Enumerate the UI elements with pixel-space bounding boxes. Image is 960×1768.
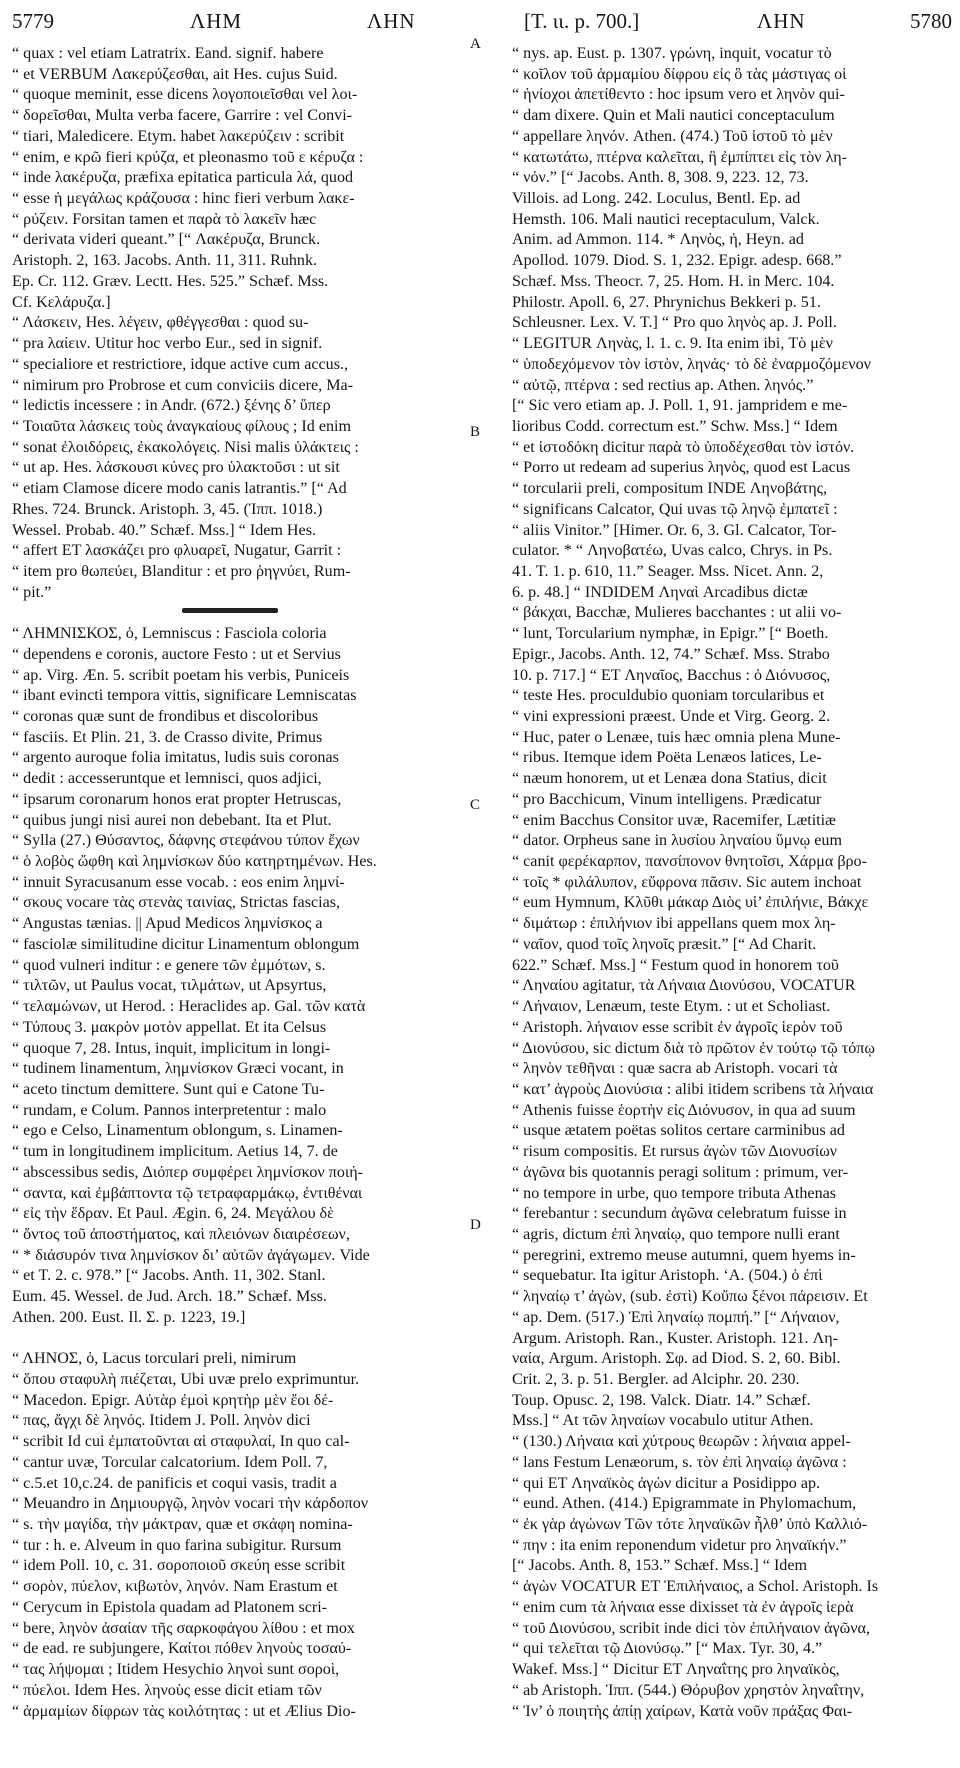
text-line: “ et T. 2. c. 978.” [“ Jacobs. Anth. 11, 302. Stanl. — [12, 1267, 326, 1285]
text-line: “ σορὸν, πύελον, κιβωτὸν, ληνόν. Nam Erastum et — [12, 1578, 338, 1596]
section-divider — [12, 603, 448, 624]
text-line: “ quoque 7, 28. Intus, inquit, implicitum in longi- — [12, 1039, 331, 1057]
text-line: Mss.] “ At τῶν ληναίων vocabulo utitur Athen. — [512, 1412, 814, 1430]
text-line: “ rundam, e Colum. Pannos interpretentur : malo — [12, 1101, 327, 1119]
text-line: “ dependens e coronis, auctore Festo : ut et Servius — [12, 645, 341, 663]
text-line: “ tudinem linamentum, λημνίσκον Græci vocant, in — [12, 1060, 344, 1078]
text-line: “ lans Festum Lenæorum, s. τὸν ἐπὶ ληναίῳ ἀγῶνα : — [512, 1453, 847, 1471]
text-line: Eum. 45. Wessel. de Jud. Arch. 18.” Schæf. Mss. — [12, 1288, 327, 1306]
text-line: “ σαντα, καὶ ἐμβάπτοντα τῷ τετραφαρμάκῳ, ἐντιθέναι — [12, 1184, 363, 1202]
text-line: “ τελαμώνων, ut Herod. : Heraclides ap. Gal. τῶν κατὰ — [12, 998, 366, 1016]
text-line: “ nys. ap. Eust. p. 1307. γρώνη, inquit, vocatur τὸ — [512, 45, 832, 62]
text-line: “ usque ætatem poëtas solitos certare carminibus ad — [512, 1122, 845, 1140]
text-line: “ ab Aristoph. Ἱππ. (544.) Θόρυβον χρηστὸν ληναΐτην, — [512, 1681, 865, 1699]
text-line: Athen. 200. Eust. Il. Σ. p. 1223, 19.] — [12, 1308, 246, 1326]
text-line: “ Meuandro in Δημιουργῷ, ληνὸν vocari τὴν κάρδοπον — [12, 1495, 369, 1513]
headword-middle: ΛΗΝ — [367, 9, 416, 33]
text-line: “ Cerycum in Epistola quadam ad Platonem scri- — [12, 1598, 328, 1616]
text-line: “ no tempore in urbe, quo tempore tributa Athenas — [512, 1184, 837, 1202]
text-line: “ dam dixere. Quin et Mali nautici conceptaculum — [512, 107, 835, 125]
text-line: “ vini expressioni præest. Unde et Virg. Georg. 2. — [512, 708, 831, 725]
text-line: “ τοῦ Διονύσου, scribit inde dici τὸν ἐπιλήναιον ἀγῶνα, — [512, 1619, 870, 1637]
text-line: [“ Jacobs. Anth. 8, 153.” Schæf. Mss.] “ Idem — [512, 1557, 808, 1575]
text-line: “ cantur uvæ, Torcular calcatorium. Idem Poll. 7, — [12, 1453, 328, 1471]
text-line: “ Ἰν’ ὁ ποιητὴς ἀπίῃ χαίρων, Κατὰ νοῦν πράξας Φαι- — [512, 1702, 853, 1720]
text-line: “ Τύπους 3. μακρὸν μοτὸν appellat. Et ita Celsus — [12, 1018, 327, 1036]
text-line: “ Λάσκειν, Hes. λέγειν, φθέγγεσθαι : quod su- — [12, 314, 309, 332]
text-line: Schleusner. Lex. V. T.] “ Pro quo ληνὸς ap. J. Poll. — [512, 314, 837, 332]
text-line: “ ΛΗΝΟΣ, ὁ, Lacus torculari preli, nimirum — [12, 1350, 297, 1368]
page-number-left: 5779 — [12, 9, 54, 33]
text-line: “ βάκχαι, Bacchæ, Mulieres bacchantes : ut alii vo- — [512, 604, 842, 622]
text-line: “ (130.) Λήναια καὶ χύτρους θεωρῶν : λήναια appel- — [512, 1433, 851, 1451]
text-line: Toup. Opusc. 2, 198. Valck. Diatr. 14.” Schæf. — [512, 1391, 811, 1409]
text-line: “ et VERBUM Λακερύζεσθαι, ait Hes. cujus Suid. — [12, 65, 338, 83]
text-line: “ pro Bacchicum, Vinum intelligens. Prædicatur — [512, 790, 822, 808]
text-line: “ qui τελεῖται τῷ Διονύσῳ.” [“ Max. Tyr. 30, 4.” — [512, 1640, 823, 1658]
text-line: “ quod vulneri inditur : e genere τῶν ἐμμότων, s. — [12, 956, 326, 974]
text-line: Cf. Κελάρυζα.] — [12, 293, 111, 311]
text-line: Epigr., Jacobs. Anth. 12, 74.” Schæf. Mss. Strabo — [512, 645, 830, 663]
text-line: Hemsth. 106. Mali nautici receptaculum, Valck. — [512, 210, 820, 228]
right-column — [512, 44, 952, 1722]
text-line: lioribus Codd. correctum est.” Schw. Mss.] “ Idem — [512, 417, 838, 435]
text-line: “ et ἱστοδόκη dicitur παρὰ τὸ ὑποδέχεσθαι τὸν ἱστόν. — [512, 438, 855, 456]
text-line: “ Aristoph. λήναιον esse scribit ἐν ἀγροῖς ἱερὸν τοῦ — [512, 1018, 843, 1036]
text-line: “ ἀγῶνα bis quotannis peragi solitum : primum, ver- — [512, 1163, 849, 1181]
text-line: “ τιλτῶν, ut Paulus vocat, τιλμάτων, ut Apsyrtus, — [12, 977, 327, 995]
text-line: “ σκους vocare τὰς στενὰς ταινίας, Strictas fascias, — [12, 894, 341, 912]
text-line: “ scribit Id cui ἐμπατοῦνται αἱ σταφυλαί, In quo cal- — [12, 1433, 350, 1451]
text-line: “ κοῖλον τοῦ ἁρμαμίου δίφρου εἰς ὃ τὰς μάστιγας οἱ — [512, 65, 847, 83]
text-line: “ Λήναιον, Lenæum, teste Etym. : ut et Scholiast. — [512, 998, 831, 1016]
text-line: culator. * “ Ληνοβατέω, Uvas calco, Chrys. in Ps. — [512, 542, 833, 560]
text-line: Wakef. Mss.] “ Dicitur ET Ληναΐτης pro ληναϊκὸς, — [512, 1661, 840, 1679]
text-line: 10. p. 717.] “ ET Ληναῖος, Bacchus : ὁ Διόνυσος, — [512, 666, 831, 684]
text-line: “ canit φερέκαρπον, πανσίπονον θνητοῖσι, Χάρμα βρο- — [512, 853, 867, 871]
text-line: “ κατ’ ἀγροὺς Διονύσια : alibi itidem scribens τὰ λήναια — [512, 1080, 874, 1098]
text-line: “ ut ap. Hes. λάσκουσι κύνες pro ὑλακτοῦσι : ut sit — [12, 459, 340, 477]
text-line: “ ap. Dem. (517.) Ἐπὶ ληναίῳ πομπή.” [“ Λήναιον, — [512, 1308, 840, 1326]
text-line: “ etiam Clamose dicere modo canis latrantis.” [“ Ad — [12, 480, 347, 498]
text-line: “ πύελοι. Idem Hes. ληνοὺς esse dicit etiam τῶν — [12, 1681, 322, 1699]
text-line: “ ἀγὼν VOCATUR ET Ἐπιλήναιος, a Schol. Aristoph. Is — [512, 1578, 879, 1596]
volume-reference: [T. ιι. p. 700.] — [524, 9, 640, 33]
text-line: [“ Sic vero etiam ap. J. Poll. 1, 91. jampridem e me- — [512, 397, 848, 415]
left-column — [12, 44, 448, 1722]
text-line: “ inde λακέρυζα, præfixa epitatica particula λά, quod — [12, 169, 354, 187]
text-line: 41. T. 1. p. 610, 11.” Seager. Mss. Nicet. Ann. 2, — [512, 562, 824, 580]
text-line: “ qui ET Ληναϊκὸς ἀγὼν dicitur a Posidippo ap. — [512, 1474, 821, 1492]
text-line: “ tur : h. e. Alveum in quo farina subigitur. Rursum — [12, 1536, 342, 1554]
text-line: “ ferebantur : secundum ἀγῶνα celebratum fuisse in — [512, 1205, 847, 1223]
page-number-right: 5780 — [910, 9, 952, 33]
text-line: “ fasciolæ similitudine dicitur Linamentum oblongum — [12, 935, 360, 953]
text-line: “ eund. Athen. (414.) Epigrammate in Phylomachum, — [512, 1495, 857, 1513]
text-line: “ ὁ λοβὸς ὤφθη καὶ λημνίσκων δύο κατηρτημένων. Hes. — [12, 853, 377, 871]
text-line: “ enim, e κρῶ fieri κρύζα, et pleonasmo τοῦ ε κέρυζα : — [12, 148, 364, 166]
text-line: Villois. ad Long. 242. Loculus, Bentl. Ep. ad — [512, 190, 801, 208]
page-header — [12, 4, 952, 38]
text-line: “ δορεῖσθαι, Multa verba facere, Garrire : vel Convi- — [12, 107, 353, 125]
text-line: “ τας λήψομαι ; Itidem Hesychio ληνοὶ sunt σοροὶ, — [12, 1661, 340, 1679]
text-line: “ teste Hes. proculdubio quoniam torcularibus et — [512, 687, 825, 705]
section-marker-c: C — [470, 797, 481, 813]
text-line: Philostr. Apoll. 6, 27. Phrynichus Bekkeri p. 51. — [512, 293, 821, 311]
text-line: “ significans Calcator, Qui uvas τῷ ληνῷ ἐμπατεῖ : — [512, 500, 838, 518]
text-line: “ Porro ut redeam ad superius ληνὸς, quod est Lacus — [512, 459, 851, 477]
text-line: “ quibus jungi nisi aurei non debebant. Ita et Plut. — [12, 811, 332, 829]
text-line: “ Huc, pater o Lenæe, tuis hæc omnia plena Mune- — [512, 728, 841, 746]
text-line: “ Ληναίου agitatur, τὰ Λήναια Διονύσου, VOCATUR — [512, 977, 856, 995]
text-line: “ ὄντος τοῦ ἀποστήματος, καὶ πλειόνων διαιρέσεων, — [12, 1225, 350, 1243]
text-line: “ aliis Vinitor.” [Himer. Or. 6, 3. Gl. Calcator, Tor- — [512, 521, 837, 539]
text-line: “ Athenis fuisse ἑορτὴν εἰς Διόνυσον, in qua ad suum — [512, 1101, 856, 1119]
text-line: “ διμάτωρ : ἐπιλήνιον ibi appellans quem mox λη- — [512, 915, 836, 933]
text-line: “ ipsarum coronarum honos erat propter Hetruscas, — [12, 790, 342, 808]
text-line: Rhes. 724. Brunck. Aristoph. 3, 45. (Ἱππ. 1018.) — [12, 500, 323, 518]
text-line: “ ΛΗΜΝΙΣΚΟΣ, ὁ, Lemniscus : Fasciola coloria — [12, 625, 327, 643]
text-line: Apollod. 1079. Diod. S. 1, 232. Epigr. adesp. 668.” — [512, 252, 842, 270]
text-line: “ ἀρμαμίων δίφρων τὰς κοιλότητας : ut et Ælius Dio- — [12, 1702, 356, 1720]
text-line: “ ἡνίοχοι ἀπετίθεντο : hoc ipsum vero et ληνὸν qui- — [512, 86, 845, 104]
text-line: “ pra λαίειν. Utitur hoc verbo Eur., sed in signif. — [12, 335, 323, 353]
text-line: “ ibant evincti tempora vittis, significare Lemniscatas — [12, 687, 357, 705]
text-line: “ ληναίῳ τ’ ἀγὼν, (sub. ἐστὶ) Κοὔπω ξένοι πάρεισιν. Et — [512, 1288, 868, 1306]
text-line: Anim. ad Ammon. 114. * Ληνὸς, ἡ, Heyn. ad — [512, 231, 804, 249]
text-line: “ aceto tinctum demittere. Sunt qui e Catone Tu- — [12, 1080, 325, 1098]
text-line: “ esse ἡ μεγάλως κράζουσα : hinc fieri verbum λακε- — [12, 190, 355, 208]
text-line: “ abscessibus sedis, Διόπερ συμφέρει λημνίσκον ποιή- — [12, 1163, 364, 1181]
text-line: “ næum honorem, ut et Lenæa dona Statius, dicit — [512, 770, 827, 788]
text-line: “ ρύζειν. Forsitan tamen et παρὰ τὸ λακεῖν hæc — [12, 210, 317, 228]
text-line: Wessel. Probab. 40.” Schæf. Mss.] “ Idem Hes. — [12, 521, 316, 539]
headword-left: ΛΗΜ — [190, 9, 243, 33]
section-marker-d: D — [470, 1217, 481, 1233]
text-line: “ dator. Orpheus sane in λυσίου ληναίου ὕμνῳ eum — [512, 832, 842, 850]
text-line: “ * διάσυρόν τινα λημνίσκον δι’ αὐτῶν ἀγάγωμεν. Vide — [12, 1246, 370, 1264]
text-line: “ πας, ἄγχι δὲ ληνός. Itidem J. Poll. ληνὸν dici — [12, 1412, 311, 1430]
text-line: “ quoque meminit, esse dicens λογοποιεῖσθαι vel λοι- — [12, 86, 358, 104]
text-line: “ ledictis incessere : in Andr. (672.) ξένης δ’ ὕπερ — [12, 397, 331, 415]
text-line: “ tiari, Maledicere. Etym. habet λακερύζειν : scribit — [12, 127, 345, 145]
text-line: ναία, Argum. Aristoph. Σφ. ad Diod. S. 2, 60. Bibl. — [512, 1350, 841, 1368]
text-line: “ de ead. re subjungere, Καίτοι πόθεν ληνοὺς τοσαύ- — [12, 1640, 352, 1658]
text-line: “ ribus. Itemque idem Poëta Lenæos latices, Le- — [512, 749, 822, 767]
text-line: Schæf. Mss. Theocr. 7, 25. Hom. H. in Merc. 104. — [512, 272, 835, 290]
text-line: 6. p. 48.] “ INDIDEM Ληναὶ Arcadibus dictæ — [512, 583, 808, 601]
text-line: “ dedit : accesseruntque et lemnisci, quos adjici, — [12, 770, 322, 788]
text-line: “ νόν.” [“ Jacobs. Anth. 8, 308. 9, 223. 12, 73. — [512, 169, 809, 187]
text-line: “ argento auroque folia imitatus, ludis suis coronas — [12, 749, 339, 767]
text-line: “ κατωτάτω, πτέρνα καλεῖται, ἣ ἐμπίπτει εἰς τὸν λη- — [512, 148, 848, 166]
text-line: “ τοῖς * φιλάλυπον, εὔφρονα πᾶσιν. Sic autem inchoat — [512, 873, 862, 891]
text-line: “ αὐτῷ, πτέρνα : sed rectius ap. Athen. ληνός.” — [512, 376, 814, 394]
text-line: “ risum compositis. Et rursus ἀγὼν τῶν Διονυσίων — [512, 1143, 838, 1161]
text-line: “ ὅπου σταφυλὴ πιέζεται, Ubi uvæ prelo exprimuntur. — [12, 1371, 360, 1388]
text-line: “ innuit Syracusanum esse vocab. : eos enim λημνί- — [12, 873, 345, 891]
text-line: “ ναῖον, quod τοῖς ληνοῖς præsit.” [“ Ad Charit. — [512, 935, 817, 953]
text-line: “ bere, ληνὸν ἀσαίαν τῆς σαρκοφάγου λίθου : et mox — [12, 1619, 355, 1637]
text-line: “ sonat ἐλοιδόρεις, ἐκακολόγεις. Nisi malis ὑλάκτεις : — [12, 438, 359, 456]
text-line: “ idem Poll. 10, c. 31. σοροποιοῦ σκεύη esse scribit — [12, 1557, 346, 1575]
headword-right: ΛΗΝ — [757, 9, 806, 33]
text-line: “ fasciis. Et Plin. 21, 3. de Crasso divite, Primus — [12, 728, 323, 746]
text-line: “ ap. Virg. Æn. 5. scribit poetam his verbis, Puniceis — [12, 666, 350, 684]
text-line: “ pit.” — [12, 583, 52, 601]
text-line: “ quax : vel etiam Latratrix. Eand. signif. habere — [12, 45, 324, 62]
text-line: “ ληνὸν τεθῆναι : quæ sacra ab Aristoph. vocari τὰ — [512, 1060, 838, 1078]
text-line: Argum. Aristoph. Ran., Kuster. Aristoph. 121. Λη- — [512, 1329, 839, 1347]
text-line: “ εἰς τὴν ἕδραν. Et Paul. Ægin. 6, 24. Μεγάλου δὲ — [12, 1205, 334, 1223]
text-line: “ ἐκ γὰρ ἀγώνων Τῶν τότε ληναϊκῶν ἦλθ’ ὑπὸ Καλλιό- — [512, 1516, 868, 1534]
text-line: “ appellare ληνόν. Athen. (474.) Τοῦ ἱστοῦ τὸ μὲν — [512, 127, 833, 145]
text-line: “ affert ET λασκάζει pro φλυαρεῖ, Nugatur, Garrit : — [12, 542, 342, 560]
text-line: “ c.5.et 10,c.24. de panificis et coqui vasis, tradit a — [12, 1474, 337, 1492]
text-line: “ Angustas tænias. || Apud Medicos λημνίσκος a — [12, 915, 323, 933]
text-line: Aristoph. 2, 163. Jacobs. Anth. 11, 311. Ruhnk. — [12, 252, 318, 270]
text-line: “ item pro θωπεύει, Blanditur : et pro ῥηγνύει, Rum- — [12, 562, 351, 580]
text-line: “ ego e Celso, Linamentum oblongum, s. Linamen- — [12, 1122, 343, 1140]
text-line: 622.” Schæf. Mss.] “ Festum quod in honorem τοῦ — [512, 956, 839, 974]
text-line: “ sequebatur. Ita igitur Aristoph. ‘Α. (504.) ὁ ἐπὶ — [512, 1267, 823, 1285]
text-line: “ nimirum pro Probrose et cum conviciis dicere, Ma- — [12, 376, 354, 394]
text-line: “ πην : ita enim reponendum videtur pro ληναϊκήν.” — [512, 1536, 847, 1554]
text-line: “ derivata videri queant.” [“ Λακέρυζα, Brunck. — [12, 231, 321, 249]
text-line: Ep. Cr. 112. Græv. Lectt. Hes. 525.” Schæf. Mss. — [12, 272, 329, 290]
section-marker-a: A — [470, 36, 481, 52]
text-line: “ enim Bacchus Consitor uvæ, Racemifer, Lætitiæ — [512, 811, 836, 829]
text-line: “ tum in longitudinem implicitum. Aetius 14, 7. de — [12, 1143, 338, 1161]
text-line: “ Sylla (27.) Θύσαντος, δάφνης στεφάνου τύπον ἔχων — [12, 832, 360, 850]
text-line: “ agris, dictum ἐπὶ ληναίῳ, quo tempore nulli erant — [512, 1225, 840, 1243]
text-line: “ torcularii preli, compositum INDE Ληνοβάτης, — [512, 480, 828, 498]
text-line: “ enim cum τὰ λήναια esse dixisset τὰ ἐν ἀγροῖς ἱερὰ — [512, 1598, 854, 1616]
text-line: “ specialiore et restrictiore, idque active cum accus., — [12, 355, 349, 373]
text-line: “ lunt, Torcularium nymphæ, in Epigr.” [“ Boeth. — [512, 625, 829, 643]
text-line: “ peregrini, extremo meuse autumni, quem hyems in- — [512, 1246, 856, 1264]
text-line: “ ὑποδεχόμενον τὸν ἱστὸν, ληνάς· τὸ δὲ ἐναρμοζόμενον — [512, 355, 871, 373]
text-line: “ LEGITUR Ληνὰς, l. 1. c. 9. Ita enim ibi, Τὸ μὲν — [512, 335, 833, 353]
text-line: “ eum Hymnum, Κλῦθι μάκαρ Διὸς υἱ’ ἐπιλήνιε, Βάκχε — [512, 894, 869, 912]
text-line: “ Τοιαῦτα λάσκεις τοὺς ἀναγκαίους φίλους ; Id enim — [12, 417, 352, 435]
section-marker-b: B — [470, 424, 481, 440]
text-line: Crit. 2, 3. p. 51. Bergler. ad Alciphr. 20. 230. — [512, 1371, 800, 1388]
blank-line — [12, 1329, 448, 1350]
text-line: “ Διονύσου, sic dictum διὰ τὸ πρῶτον ἐν τούτῳ τῷ τόπῳ — [512, 1039, 876, 1057]
text-line: “ s. τὴν μαγίδα, τὴν μάκτραν, quæ et σκάφη nomina- — [12, 1516, 353, 1534]
text-line: “ Macedon. Epigr. Αὐτὰρ ἐμοὶ κρητὴρ μὲν ἔοι δέ- — [12, 1391, 334, 1409]
text-line: “ coronas quæ sunt de frondibus et discoloribus — [12, 708, 319, 725]
